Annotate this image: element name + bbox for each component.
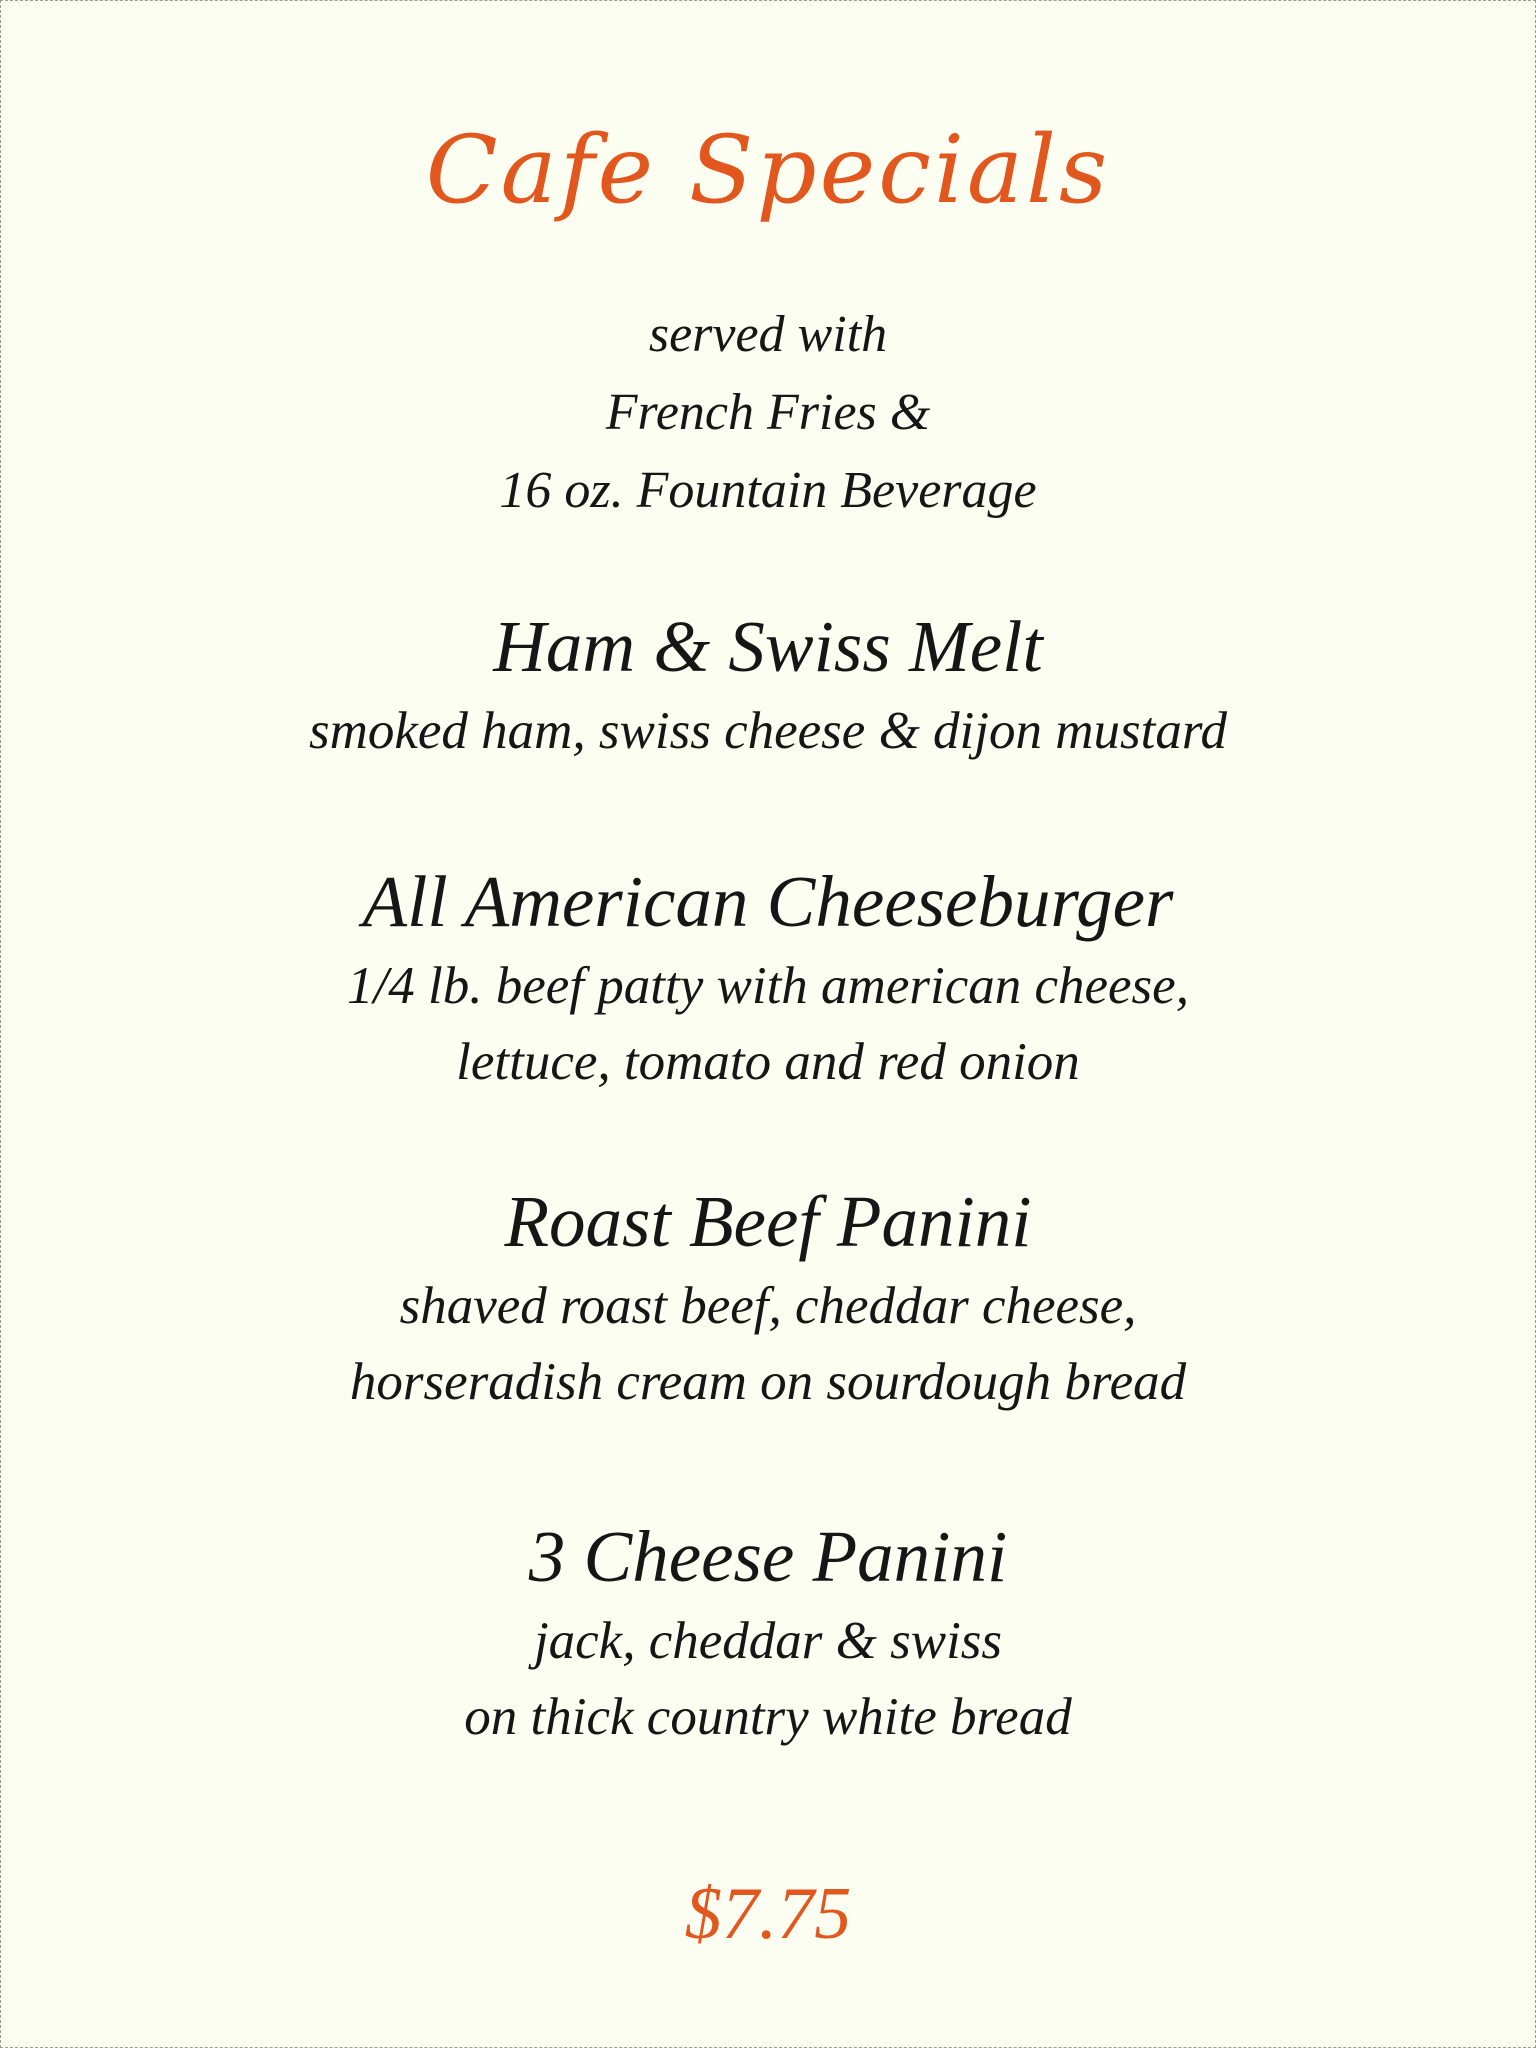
price: $7.75 <box>684 1873 852 1955</box>
item-description: on thick country white bread <box>464 1688 1072 1746</box>
item-name: 3 Cheese Panini <box>528 1516 1008 1597</box>
item-name: Ham & Swiss Melt <box>493 606 1043 687</box>
side-dish-line: French Fries & <box>605 384 931 441</box>
beverage-line: 16 oz. Fountain Beverage <box>499 462 1037 519</box>
item-description: horseradish cream on sourdough bread <box>349 1353 1187 1411</box>
item-name: Roast Beef Panini <box>504 1181 1032 1262</box>
item-name: All American Cheeseburger <box>362 861 1174 942</box>
item-description: 1/4 lb. beef patty with american cheese, <box>347 957 1189 1015</box>
served-with-note <box>1 296 1535 530</box>
item-description: jack, cheddar & swiss <box>533 1612 1003 1670</box>
menu-item-roast-beef-panini <box>1 1176 1535 1420</box>
menu-title: Cafe Specials <box>425 116 1111 225</box>
served-with-line: served with <box>648 306 888 363</box>
item-description: shaved roast beef, cheddar cheese, <box>399 1277 1137 1335</box>
menu-item-cheeseburger <box>1 856 1535 1100</box>
item-description: smoked ham, swiss cheese & dijon mustard <box>308 702 1228 760</box>
item-description: lettuce, tomato and red onion <box>456 1033 1080 1091</box>
menu-item-ham-swiss-melt <box>1 601 1535 769</box>
menu-item-3-cheese-panini <box>1 1511 1535 1755</box>
